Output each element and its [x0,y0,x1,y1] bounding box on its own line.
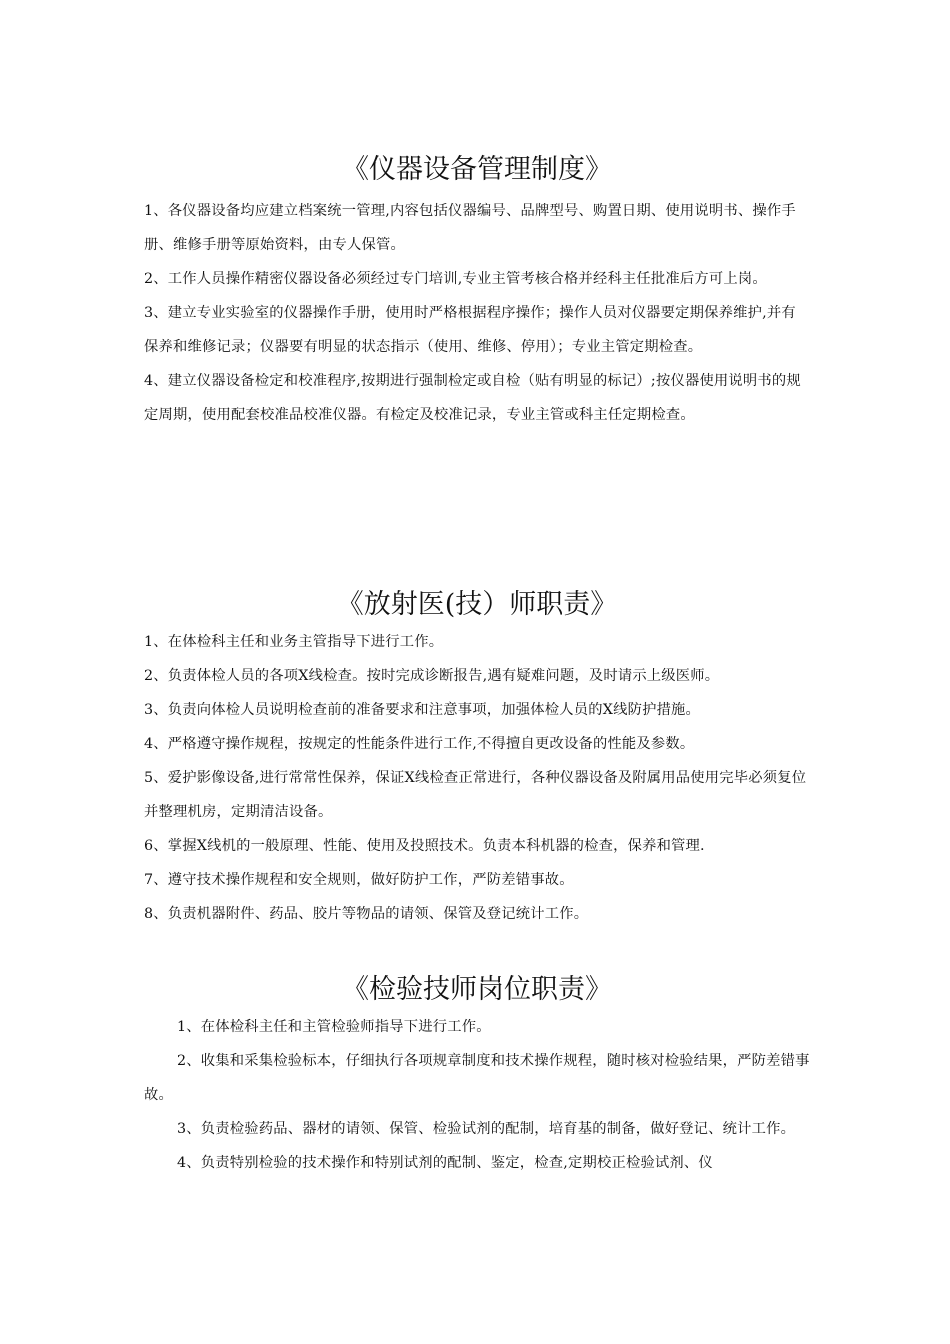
paragraph: 3、建立专业实验室的仪器操作手册，使用时严格根据程序操作；操作人员对仪器要定期保养维护,并有保养和维修记录；仪器要有明显的状态指示（使用、维修、停用）；专业主管定期检查。 [144,305,796,355]
paragraph: 5、爱护影像设备,进行常常性保养，保证X线检查正常进行，各种仪器设备及附属用品使用完毕必须复位并整理机房，定期清洁设备。 [144,770,807,820]
paragraph: 1、在体检科主任和业务主管指导下进行工作。 [144,634,444,650]
section-title-radiology-duties: 《放射医(技）师职责》 [336,589,618,620]
paragraph: 3、负责向体检人员说明检查前的准备要求和注意事项，加强体检人员的X线防护措施。 [144,702,701,718]
paragraph: 4、负责特别检验的技术操作和特别试剂的配制、鉴定，检查,定期校正检验试剂、仪 [177,1155,713,1171]
paragraph: 4、严格遵守操作规程，按规定的性能条件进行工作,不得擅自更改设备的性能及参数。 [144,736,695,752]
paragraph: 8、负责机器附件、药品、胶片等物品的请领、保管及登记统计工作。 [144,906,589,922]
section-title-lab-technician-duties: 《检验技师岗位职责》 [342,974,612,1005]
paragraph: 2、收集和采集检验标本，仔细执行各项规章制度和技术操作规程，随时核对检验结果，严防差错事故。 [144,1053,810,1103]
paragraph: 6、掌握X线机的一般原理、性能、使用及投照技术。负责本科机器的检查，保养和管理. [144,838,705,854]
section-body-lab-technician-duties [144,1010,810,1180]
paragraph: 4、建立仪器设备检定和校准程序,按期进行强制检定或自检（贴有明显的标记）;按仪器使用说明书的规定周期，使用配套校准品校准仪器。有检定及校准记录，专业主管或科主任定期检查。 [144,373,801,423]
paragraph: 3、负责检验药品、器材的请领、保管、检验试剂的配制，培育基的制备，做好登记、统计工作。 [177,1121,796,1137]
paragraph: 2、工作人员操作精密仪器设备必须经过专门培训,专业主管考核合格并经科主任批准后方可上岗。 [144,271,767,287]
section-body-radiology-duties [144,625,810,931]
paragraph: 1、在体检科主任和主管检验师指导下进行工作。 [177,1019,491,1035]
section-title-instrument-management: 《仪器设备管理制度》 [342,154,612,185]
section-body-instrument-management [144,194,810,432]
paragraph: 7、遵守技术操作规程和安全规则，做好防护工作，严防差错事故。 [144,872,574,888]
paragraph: 2、负责体检人员的各项X线检查。按时完成诊断报告,遇有疑难问题，及时请示上级医师。 [144,668,720,684]
paragraph: 1、各仪器设备均应建立档案统一管理,内容包括仪器编号、品牌型号、购置日期、使用说明书、操作手册、维修手册等原始资料，由专人保管。 [144,203,796,253]
